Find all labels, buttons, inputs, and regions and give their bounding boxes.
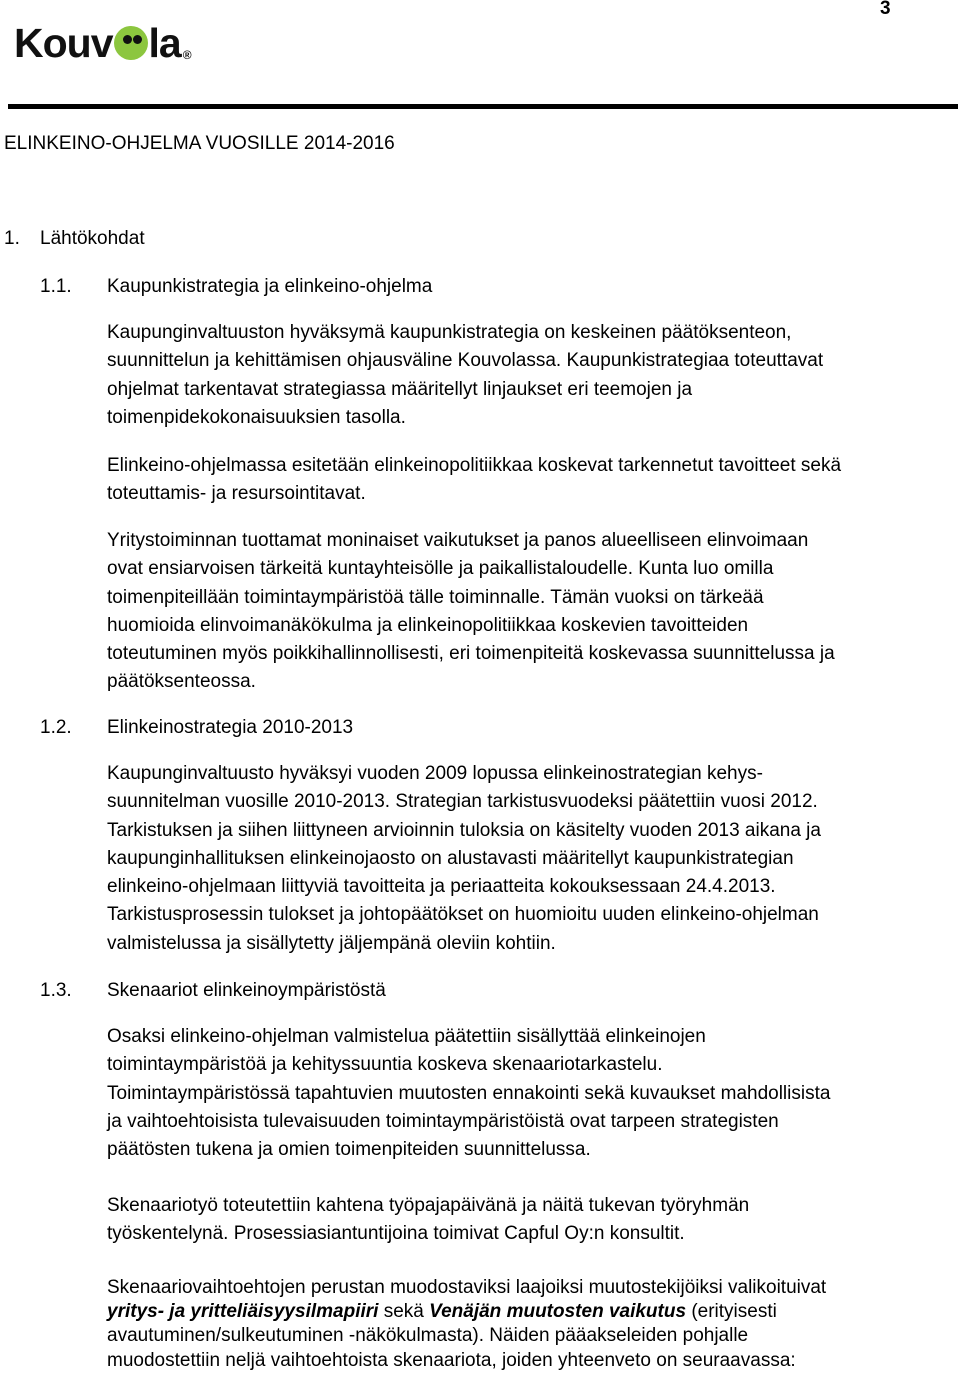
text-line: valmistelussa ja sisällytetty jäljempänä oleviin kohtiin. xyxy=(107,932,556,954)
s13-paragraph-1 xyxy=(107,1023,937,1164)
s12-paragraph-1 xyxy=(107,760,937,958)
emphasis-venaja: Venäjän muutosten vaikutus xyxy=(429,1301,687,1323)
text-line: Kaupunginvaltuusto hyväksyi vuoden 2009 lopussa elinkeinostrategian kehys- xyxy=(107,763,763,784)
text-line: Osaksi elinkeino-ohjelman valmistelua päätettiin sisällyttää elinkeinojen xyxy=(107,1026,706,1047)
text-line: Tarkistusprosessin tulokset ja johtopäätökset on huomioitu uuden elinkeino-ohjelman xyxy=(107,904,819,926)
s13-paragraph-3 xyxy=(107,1276,937,1373)
section-1-3-number: 1.3. xyxy=(40,980,72,1001)
text-line: elinkeino-ohjelmaan liittyviä tavoitteita ja periaatteita kokouksessaan 24.4.2013. xyxy=(107,876,776,898)
s11-paragraph-1 xyxy=(107,319,937,432)
text-line: toteuttamis- ja resursointitavat. xyxy=(107,483,366,505)
logo-text-start: Kouv xyxy=(14,20,113,66)
text-line-emphasis xyxy=(107,1300,937,1324)
section-1-3-title: Skenaariot elinkeinoympäristöstä xyxy=(107,980,386,1001)
text-line: Skenaariovaihtoehtojen perustan muodostaviksi laajoiksi muutostekijöiksi valikoituivat xyxy=(107,1277,827,1298)
s13-paragraph-2 xyxy=(107,1192,937,1249)
text-line: Elinkeino-ohjelmassa esitetään elinkeinopolitiikkaa koskevat tarkennetut tavoitteet sekä xyxy=(107,455,842,476)
text-line: Kaupunginvaltuuston hyväksymä kaupunkistrategia on keskeinen päätöksenteon, xyxy=(107,322,792,343)
text-line: toimenpidekokonaisuuksien tasolla. xyxy=(107,406,406,428)
text-line: kaupunginhallituksen elinkeinojaosto on alustavasti määritellyt kaupunkistrategian xyxy=(107,847,794,869)
section-1-1-number: 1.1. xyxy=(40,276,72,297)
registered-mark: ® xyxy=(182,48,192,62)
text-line: ovat ensiarvoisen tärkeitä kuntayhteisölle ja paikallistaloudelle. Kunta luo omilla xyxy=(107,558,774,580)
text-line: Yritystoiminnan tuottamat moninaiset vaikutukset ja panos alueelliseen elinvoimaan xyxy=(107,530,809,551)
document-title: ELINKEINO-OHJELMA VUOSILLE 2014-2016 xyxy=(4,133,395,154)
text-line: toimenpiteillään toimintaympäristöä tälle toiminnalle. Tämän vuoksi on tärkeää xyxy=(107,586,764,608)
text-line: huomioida elinvoimanäkökulma ja elinkeinopolitiikkaa koskevien tavoitteiden xyxy=(107,614,749,636)
text-line: ja vaihtoehtoisista tulevaisuuden toimintaympäristöistä ovat tarpeen strategisten xyxy=(107,1110,779,1132)
text-line: avautuminen/sulkeutuminen -näkökulmasta). Näiden pääakseleiden pohjalle xyxy=(107,1325,749,1347)
text-line: työskentelynä. Prosessiasiantuntijoina toimivat Capful Oy:n konsultit. xyxy=(107,1223,685,1245)
header-rule xyxy=(8,104,958,109)
text-line: päätösten tukena ja omien toimenpiteiden suunnittelussa. xyxy=(107,1139,591,1161)
section-1-1-title: Kaupunkistrategia ja elinkeino-ohjelma xyxy=(107,276,433,297)
page-number: 3 xyxy=(880,0,891,19)
section-1-number: 1. xyxy=(4,228,20,249)
text-line: päätöksenteossa. xyxy=(107,671,256,693)
kouvola-logo xyxy=(14,22,192,64)
text-line: toimintaympäristöä ja kehityssuuntia koskeva skenaariotarkastelu. xyxy=(107,1054,663,1076)
logo-text-end: la xyxy=(148,20,181,66)
text-line: Skenaariotyö toteutettiin kahtena työpajapäivänä ja näitä tukevan työryhmän xyxy=(107,1195,750,1216)
text-line: toteutuminen myös poikkihallinnollisesti, eri toimenpiteitä koskevassa suunnittelussa ja xyxy=(107,643,835,665)
text-line: Toimintaympäristössä tapahtuvien muutosten ennakointi sekä kuvaukset mahdollisista xyxy=(107,1082,831,1104)
text-fragment: sekä xyxy=(378,1301,430,1323)
text-fragment: (erityisesti xyxy=(686,1301,777,1323)
section-1-2-title: Elinkeinostrategia 2010-2013 xyxy=(107,717,354,738)
section-1-2-number: 1.2. xyxy=(40,717,72,738)
text-line: suunnitelman vuosille 2010-2013. Strategian tarkistusvuodeksi päätettiin vuosi 2012. xyxy=(107,791,818,813)
text-line: ohjelmat tarkentavat strategiassa määritellyt linjaukset eri teemojen ja xyxy=(107,378,693,400)
logo-face-icon xyxy=(114,26,148,60)
s11-paragraph-3 xyxy=(107,527,937,697)
emphasis-yritys: yritys- ja yritteliäisyysilmapiiri xyxy=(107,1301,379,1323)
text-line: Tarkistuksen ja siihen liittyneen arvioinnin tuloksia on käsitelty vuoden 2013 aikana ja xyxy=(107,819,821,841)
text-line: muodostettiin neljä vaihtoehtoista skenaariota, joiden yhteenveto on seuraavassa: xyxy=(107,1349,796,1371)
s11-paragraph-2 xyxy=(107,452,937,509)
section-1-title: Lähtökohdat xyxy=(40,228,145,249)
text-line: suunnittelun ja kehittämisen ohjausväline Kouvolassa. Kaupunkistrategiaa toteuttavat xyxy=(107,350,824,372)
